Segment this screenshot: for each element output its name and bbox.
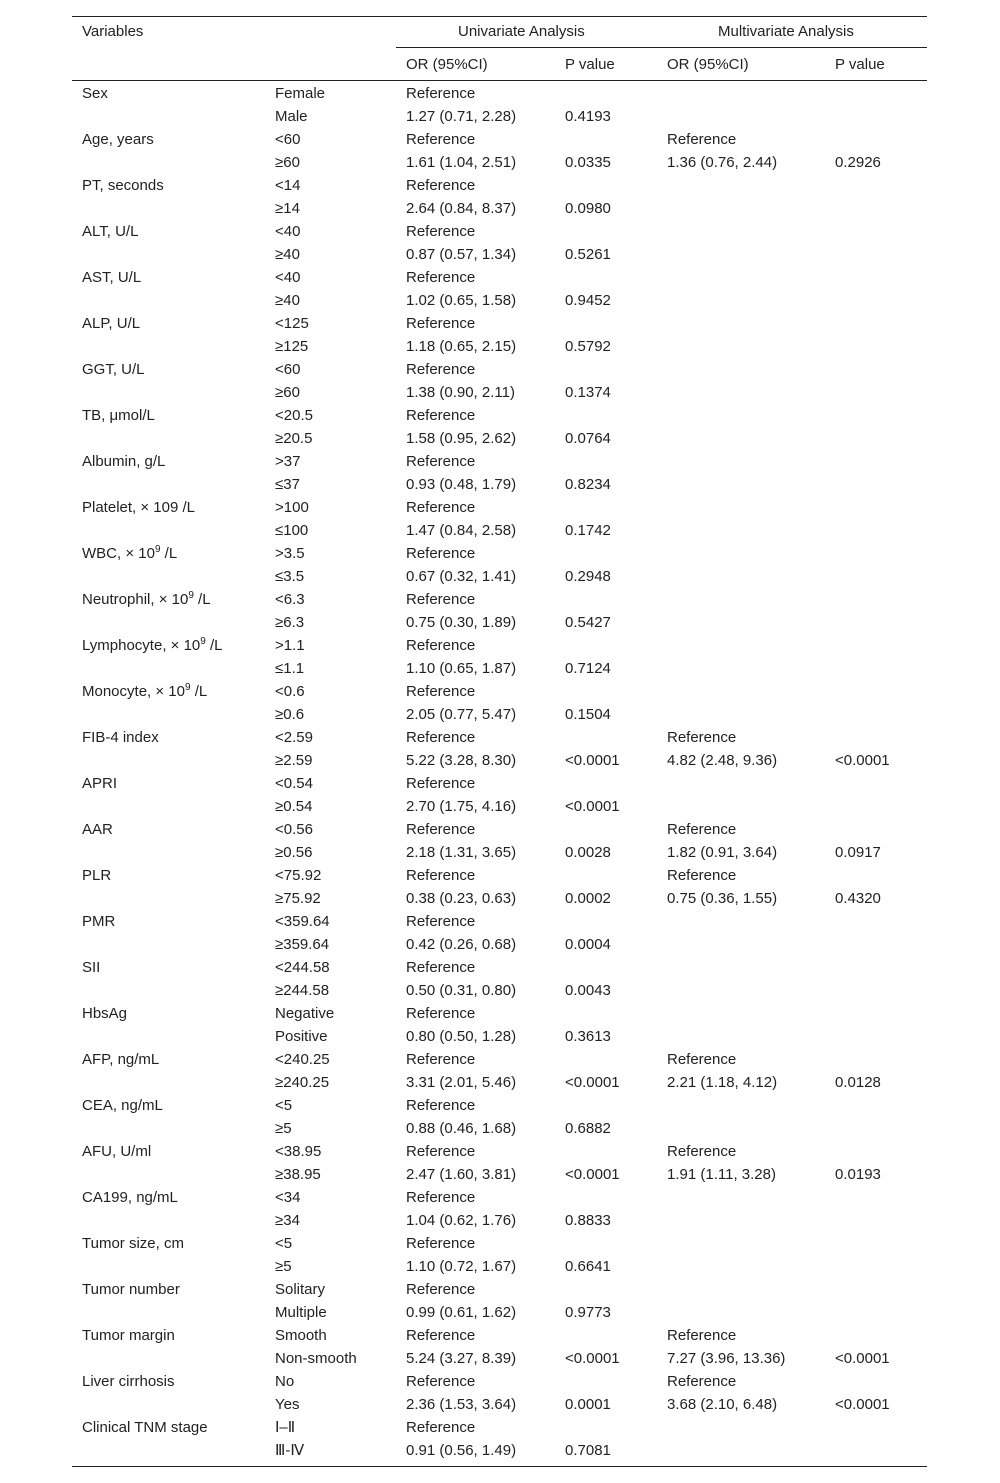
uni-p-cell: 0.6882 <box>565 1120 611 1137</box>
uni-p-cell: 0.2948 <box>565 568 611 585</box>
level-cell: Female <box>275 85 326 102</box>
uni-or-cell: 1.18 (0.65, 2.15) <box>406 338 517 355</box>
uni-or-cell: Reference <box>406 315 476 332</box>
table-row <box>72 199 927 222</box>
uni-or-cell: Reference <box>406 729 476 746</box>
variable-cell: FIB-4 index <box>82 729 159 746</box>
uni-or-cell: Reference <box>406 1143 476 1160</box>
uni-or-cell: Reference <box>406 1419 476 1436</box>
uni-or-cell: Reference <box>406 821 476 838</box>
variable-cell: Liver cirrhosis <box>82 1373 175 1390</box>
uni-or-cell: Reference <box>406 637 476 654</box>
uni-or-cell: 0.42 (0.26, 0.68) <box>406 936 517 953</box>
uni-p-cell: 0.5427 <box>565 614 611 631</box>
uni-or-cell: Reference <box>406 1235 476 1252</box>
uni-or-cell: 0.80 (0.50, 1.28) <box>406 1028 517 1045</box>
variable-cell <box>82 636 223 656</box>
table-row <box>72 774 927 797</box>
variable-cell: Sex <box>82 85 108 102</box>
uni-or-cell: Reference <box>406 1281 476 1298</box>
uni-p-cell: <0.0001 <box>565 1350 620 1367</box>
multi-or-cell: Reference <box>667 131 737 148</box>
level-cell: ≥5 <box>275 1120 292 1137</box>
uni-or-cell: 3.31 (2.01, 5.46) <box>406 1074 517 1091</box>
uni-or-cell: Reference <box>406 223 476 240</box>
table-row <box>72 1142 927 1165</box>
level-cell: <6.3 <box>275 591 305 608</box>
table-row <box>72 107 927 130</box>
table-row <box>72 1165 927 1188</box>
table-row <box>72 176 927 199</box>
uni-p-cell: 0.0764 <box>565 430 611 447</box>
header-multi-or: OR (95%CI) <box>667 56 749 73</box>
uni-or-cell: 0.50 (0.31, 0.80) <box>406 982 517 999</box>
uni-or-cell: 0.93 (0.48, 1.79) <box>406 476 517 493</box>
level-cell: ≥75.92 <box>275 890 321 907</box>
multi-or-cell: Reference <box>667 1143 737 1160</box>
table-row <box>72 843 927 866</box>
table-row <box>72 360 927 383</box>
table-row <box>72 705 927 728</box>
level-cell: <0.6 <box>275 683 305 700</box>
header-uni-p: P value <box>565 56 615 73</box>
uni-p-cell: 0.0002 <box>565 890 611 907</box>
variable-cell: PT, seconds <box>82 177 164 194</box>
table-row <box>72 130 927 153</box>
uni-or-cell: Reference <box>406 1327 476 1344</box>
variable-text: Monocyte, × 10 <box>82 683 185 700</box>
multi-or-cell: Reference <box>667 1327 737 1344</box>
level-cell: Positive <box>275 1028 328 1045</box>
variable-cell: ALP, U/L <box>82 315 141 332</box>
header-univariate: Univariate Analysis <box>458 23 585 40</box>
uni-or-cell: 0.99 (0.61, 1.62) <box>406 1304 517 1321</box>
uni-or-cell: 1.61 (1.04, 2.51) <box>406 154 517 171</box>
level-cell: ≥6.3 <box>275 614 305 631</box>
multi-or-cell: Reference <box>667 1051 737 1068</box>
bottom-rule <box>72 1466 927 1467</box>
level-cell: ≤100 <box>275 522 309 539</box>
table-row <box>72 1441 927 1464</box>
uni-p-cell: 0.0004 <box>565 936 611 953</box>
variable-superscript: 9 <box>188 590 194 601</box>
uni-p-cell: 0.0028 <box>565 844 611 861</box>
uni-p-cell: 0.0001 <box>565 1396 611 1413</box>
uni-or-cell: Reference <box>406 131 476 148</box>
level-cell: ≤3.5 <box>275 568 305 585</box>
uni-or-cell: 1.02 (0.65, 1.58) <box>406 292 517 309</box>
table-row <box>72 84 927 107</box>
variable-text: Neutrophil, × 10 <box>82 591 189 608</box>
variable-cell: Tumor margin <box>82 1327 175 1344</box>
uni-p-cell: <0.0001 <box>565 752 620 769</box>
variable-cell: PMR <box>82 913 116 930</box>
multi-or-cell: 1.91 (1.11, 3.28) <box>667 1166 776 1183</box>
level-cell: Ⅲ-Ⅳ <box>275 1442 305 1459</box>
uni-or-cell: Reference <box>406 85 476 102</box>
variable-superscript: 9 <box>200 636 206 647</box>
variable-superscript: 9 <box>154 544 161 555</box>
table-row <box>72 751 927 774</box>
level-cell: <20.5 <box>275 407 313 424</box>
level-cell: ≥244.58 <box>275 982 330 999</box>
uni-p-cell: 0.0335 <box>565 154 611 171</box>
level-cell: ≥14 <box>275 200 300 217</box>
multi-p-cell: 0.2926 <box>835 154 881 171</box>
uni-or-cell: Reference <box>406 499 476 516</box>
uni-p-cell: 0.0043 <box>565 982 611 999</box>
table-row <box>72 245 927 268</box>
uni-p-cell: <0.0001 <box>565 798 620 815</box>
level-cell: No <box>275 1373 295 1390</box>
level-cell: <60 <box>275 131 301 148</box>
uni-or-cell: 1.47 (0.84, 2.58) <box>406 522 517 539</box>
variable-cell: GGT, U/L <box>82 361 145 378</box>
uni-p-cell: 0.1504 <box>565 706 611 723</box>
table-row <box>72 889 927 912</box>
table-row <box>72 1418 927 1441</box>
level-cell: <75.92 <box>275 867 322 884</box>
level-cell: Negative <box>275 1005 335 1022</box>
uni-or-cell: 2.05 (0.77, 5.47) <box>406 706 517 723</box>
uni-or-cell: Reference <box>406 407 476 424</box>
level-cell: ≥0.56 <box>275 844 313 861</box>
level-cell: ≥60 <box>275 154 300 171</box>
multi-or-cell: 0.75 (0.36, 1.55) <box>667 890 778 907</box>
variable-cell <box>82 590 211 610</box>
header-rule <box>72 80 927 81</box>
uni-p-cell: 0.7081 <box>565 1442 611 1459</box>
variable-cell: AFP, ng/mL <box>82 1051 160 1068</box>
table-row <box>72 935 927 958</box>
variable-cell: CEA, ng/mL <box>82 1097 163 1114</box>
group-rule <box>396 47 927 48</box>
variable-cell: Tumor size, cm <box>82 1235 184 1252</box>
table-row <box>72 1326 927 1349</box>
multi-p-cell: 0.4320 <box>835 890 881 907</box>
uni-or-cell: Reference <box>406 177 476 194</box>
level-cell: <125 <box>275 315 309 332</box>
level-cell: <60 <box>275 361 301 378</box>
uni-or-cell: 1.04 (0.62, 1.76) <box>406 1212 517 1229</box>
table-row <box>72 1004 927 1027</box>
level-cell: <240.25 <box>275 1051 330 1068</box>
uni-p-cell: <0.0001 <box>565 1166 620 1183</box>
table-row <box>72 1027 927 1050</box>
uni-p-cell: 0.0980 <box>565 200 611 217</box>
variable-cell: AST, U/L <box>82 269 142 286</box>
uni-p-cell: 0.8234 <box>565 476 611 493</box>
multi-or-cell: 1.82 (0.91, 3.64) <box>667 844 778 861</box>
level-cell: <244.58 <box>275 959 330 976</box>
table-row <box>72 613 927 636</box>
level-cell: <0.56 <box>275 821 313 838</box>
level-cell: <2.59 <box>275 729 313 746</box>
uni-or-cell: 0.87 (0.57, 1.34) <box>406 246 517 263</box>
table-row <box>72 567 927 590</box>
uni-or-cell: Reference <box>406 867 476 884</box>
multi-or-cell: Reference <box>667 1373 737 1390</box>
level-cell: ≥40 <box>275 246 300 263</box>
table-row <box>72 452 927 475</box>
table-row <box>72 981 927 1004</box>
variable-cell: ALT, U/L <box>82 223 139 240</box>
uni-p-cell: 0.1742 <box>565 522 611 539</box>
level-cell: Smooth <box>275 1327 327 1344</box>
table-row <box>72 1073 927 1096</box>
table-row <box>72 475 927 498</box>
variable-cell <box>82 544 177 564</box>
multi-or-cell: Reference <box>667 867 737 884</box>
level-cell: ≥240.25 <box>275 1074 330 1091</box>
level-cell: ≤37 <box>275 476 300 493</box>
multi-p-cell: <0.0001 <box>835 1396 890 1413</box>
table-row <box>72 337 927 360</box>
table-row <box>72 912 927 935</box>
table-row <box>72 291 927 314</box>
table-row <box>72 498 927 521</box>
uni-or-cell: Reference <box>406 913 476 930</box>
uni-p-cell: 0.9452 <box>565 292 611 309</box>
table-row <box>72 1211 927 1234</box>
variable-cell: APRI <box>82 775 118 792</box>
uni-or-cell: 1.27 (0.71, 2.28) <box>406 108 517 125</box>
variable-cell: Albumin, g/L <box>82 453 166 470</box>
variable-cell: TB, μmol/L <box>82 407 155 424</box>
level-cell: Yes <box>275 1396 300 1413</box>
uni-or-cell: Reference <box>406 453 476 470</box>
level-cell: <40 <box>275 223 301 240</box>
table-row <box>72 429 927 452</box>
uni-p-cell: 0.8833 <box>565 1212 611 1229</box>
table-row <box>72 1234 927 1257</box>
uni-or-cell: 0.75 (0.30, 1.89) <box>406 614 517 631</box>
header-multi-p: P value <box>835 56 885 73</box>
level-cell: <34 <box>275 1189 301 1206</box>
uni-p-cell: 0.9773 <box>565 1304 611 1321</box>
level-cell: ≥40 <box>275 292 300 309</box>
variable-unit: /L <box>190 683 208 700</box>
uni-or-cell: Reference <box>406 269 476 286</box>
multi-p-cell: 0.0917 <box>835 844 881 861</box>
multi-p-cell: 0.0128 <box>835 1074 881 1091</box>
variable-cell: Tumor number <box>82 1281 180 1298</box>
multi-p-cell: <0.0001 <box>835 1350 890 1367</box>
level-cell: ≥125 <box>275 338 309 355</box>
uni-or-cell: 2.64 (0.84, 8.37) <box>406 200 517 217</box>
variable-cell: AAR <box>82 821 113 838</box>
header-variables: Variables <box>82 23 144 40</box>
table-row <box>72 521 927 544</box>
level-cell: Multiple <box>275 1304 327 1321</box>
level-cell: >37 <box>275 453 301 470</box>
variable-cell: PLR <box>82 867 112 884</box>
level-cell: ≥5 <box>275 1258 292 1275</box>
table-row <box>72 1050 927 1073</box>
table-row <box>72 1303 927 1326</box>
variable-unit: /L <box>193 591 211 608</box>
uni-or-cell: 1.38 (0.90, 2.11) <box>406 384 515 401</box>
uni-or-cell: 2.18 (1.31, 3.65) <box>406 844 517 861</box>
table-row <box>72 797 927 820</box>
multi-or-cell: Reference <box>667 729 737 746</box>
uni-p-cell: 0.5792 <box>565 338 611 355</box>
uni-or-cell: 5.24 (3.27, 8.39) <box>406 1350 517 1367</box>
table-row <box>72 1280 927 1303</box>
multi-p-cell: <0.0001 <box>835 752 890 769</box>
table-row <box>72 268 927 291</box>
multi-p-cell: 0.0193 <box>835 1166 881 1183</box>
uni-or-cell: Reference <box>406 1373 476 1390</box>
table-row <box>72 590 927 613</box>
variable-cell: HbsAg <box>82 1005 128 1022</box>
uni-or-cell: 1.58 (0.95, 2.62) <box>406 430 517 447</box>
level-cell: ≥0.54 <box>275 798 313 815</box>
variable-cell <box>82 682 207 702</box>
multi-or-cell: 3.68 (2.10, 6.48) <box>667 1396 778 1413</box>
multi-or-cell: 2.21 (1.18, 4.12) <box>667 1074 778 1091</box>
table-row <box>72 222 927 245</box>
multi-or-cell: 1.36 (0.76, 2.44) <box>667 154 778 171</box>
level-cell: >100 <box>275 499 309 516</box>
table-row <box>72 820 927 843</box>
uni-p-cell: 0.1374 <box>565 384 611 401</box>
level-cell: ≥0.6 <box>275 706 305 723</box>
uni-or-cell: Reference <box>406 361 476 378</box>
uni-or-cell: 0.38 (0.23, 0.63) <box>406 890 517 907</box>
uni-or-cell: Reference <box>406 959 476 976</box>
uni-or-cell: Reference <box>406 545 476 562</box>
top-rule <box>72 16 927 17</box>
level-cell: ≥34 <box>275 1212 300 1229</box>
table-row <box>72 383 927 406</box>
level-cell: Non-smooth <box>275 1350 357 1367</box>
variable-cell: Platelet, × 109 /L <box>82 499 195 516</box>
multi-or-cell: 4.82 (2.48, 9.36) <box>667 752 778 769</box>
header-uni-or: OR (95%CI) <box>406 56 488 73</box>
level-cell: <38.95 <box>275 1143 322 1160</box>
uni-p-cell: <0.0001 <box>565 1074 620 1091</box>
table-row <box>72 1119 927 1142</box>
uni-or-cell: Reference <box>406 683 476 700</box>
level-cell: >1.1 <box>275 637 305 654</box>
table-row <box>72 1372 927 1395</box>
variable-text: Lymphocyte, × 10 <box>82 637 201 654</box>
level-cell: Ⅰ–Ⅱ <box>275 1419 296 1436</box>
uni-or-cell: 2.70 (1.75, 4.16) <box>406 798 517 815</box>
table-row <box>72 636 927 659</box>
variable-superscript: 9 <box>184 682 191 693</box>
uni-or-cell: 1.10 (0.65, 1.87) <box>406 660 517 677</box>
header-multivariate: Multivariate Analysis <box>718 23 854 40</box>
table-row <box>72 1257 927 1280</box>
variable-cell: Clinical TNM stage <box>82 1419 208 1436</box>
variable-cell: CA199, ng/mL <box>82 1189 178 1206</box>
uni-p-cell: 0.6641 <box>565 1258 611 1275</box>
level-cell: <0.54 <box>275 775 313 792</box>
level-cell: ≥38.95 <box>275 1166 321 1183</box>
table-row <box>72 1096 927 1119</box>
variable-cell: AFU, U/ml <box>82 1143 152 1160</box>
level-cell: ≥20.5 <box>275 430 313 447</box>
table-row <box>72 1349 927 1372</box>
table-row <box>72 406 927 429</box>
uni-p-cell: 0.7124 <box>565 660 611 677</box>
multi-or-cell: 7.27 (3.96, 13.36) <box>667 1350 786 1367</box>
uni-p-cell: 0.3613 <box>565 1028 611 1045</box>
uni-or-cell: 0.67 (0.32, 1.41) <box>406 568 517 585</box>
level-cell: <359.64 <box>275 913 330 930</box>
uni-or-cell: Reference <box>406 1051 476 1068</box>
uni-or-cell: Reference <box>406 591 476 608</box>
level-cell: Male <box>275 108 308 125</box>
uni-or-cell: 0.91 (0.56, 1.49) <box>406 1442 517 1459</box>
variable-cell: Age, years <box>82 131 154 148</box>
table-row <box>72 659 927 682</box>
uni-or-cell: 2.36 (1.53, 3.64) <box>406 1396 517 1413</box>
table-row <box>72 958 927 981</box>
level-cell: <40 <box>275 269 301 286</box>
table-row <box>72 544 927 567</box>
level-cell: ≤1.1 <box>275 660 305 677</box>
uni-or-cell: 2.47 (1.60, 3.81) <box>406 1166 517 1183</box>
level-cell: ≥60 <box>275 384 300 401</box>
uni-or-cell: Reference <box>406 775 476 792</box>
level-cell: ≥359.64 <box>275 936 330 953</box>
uni-p-cell: 0.4193 <box>565 108 611 125</box>
variable-cell: SII <box>82 959 101 976</box>
table-row <box>72 682 927 705</box>
variable-unit: /L <box>205 637 223 654</box>
uni-or-cell: Reference <box>406 1005 476 1022</box>
table-row <box>72 866 927 889</box>
uni-or-cell: Reference <box>406 1097 476 1114</box>
level-cell: ≥2.59 <box>275 752 313 769</box>
variable-text: WBC, × 10 <box>82 545 155 562</box>
level-cell: Solitary <box>275 1281 326 1298</box>
table-row <box>72 314 927 337</box>
uni-or-cell: 5.22 (3.28, 8.30) <box>406 752 517 769</box>
level-cell: <14 <box>275 177 301 194</box>
table-row <box>72 728 927 751</box>
table-row <box>72 1188 927 1211</box>
uni-p-cell: 0.5261 <box>565 246 611 263</box>
table-row <box>72 153 927 176</box>
level-cell: >3.5 <box>275 545 305 562</box>
level-cell: <5 <box>275 1097 293 1114</box>
multi-or-cell: Reference <box>667 821 737 838</box>
uni-or-cell: 0.88 (0.46, 1.68) <box>406 1120 517 1137</box>
level-cell: <5 <box>275 1235 293 1252</box>
uni-or-cell: Reference <box>406 1189 476 1206</box>
variable-unit: /L <box>160 545 178 562</box>
table-row <box>72 1395 927 1418</box>
uni-or-cell: 1.10 (0.72, 1.67) <box>406 1258 517 1275</box>
